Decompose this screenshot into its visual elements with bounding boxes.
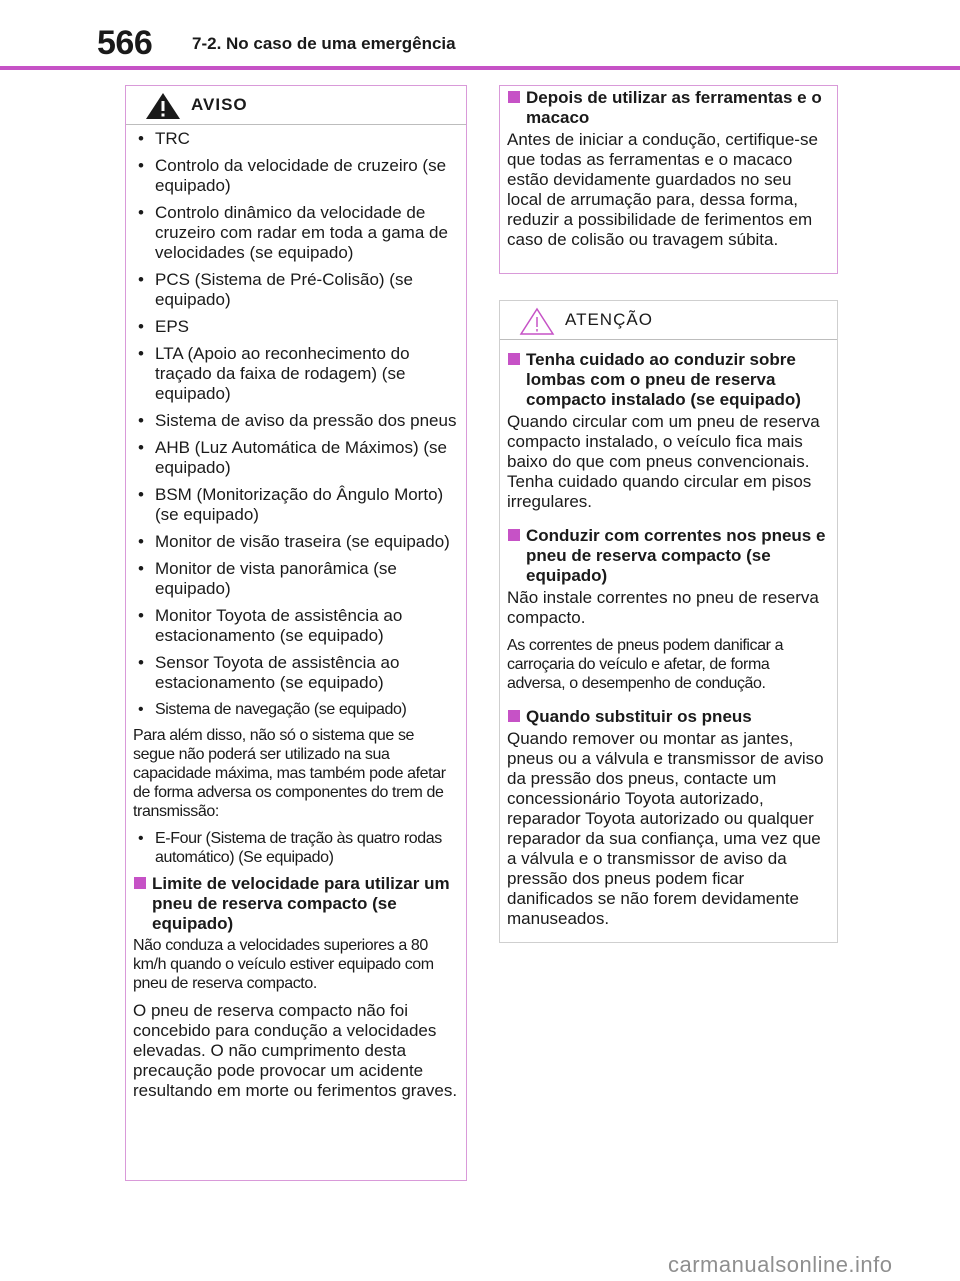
list-item: • Monitor de visão traseira (se equipado) — [133, 532, 458, 552]
subheading — [507, 526, 829, 586]
depois-box — [499, 85, 838, 274]
subheading — [133, 874, 458, 934]
list-item: • TRC — [133, 129, 458, 149]
atencao-label: ATENÇÃO — [565, 310, 653, 329]
list-item: • BSM (Monitorização do Ângulo Morto) (se equipado) — [133, 485, 458, 525]
aviso-paragraph: Para além disso, não só o sistema que se segue não poderá ser utilizado na sua capacidade máxima, mas também pode afetar de forma adversa os componentes do trem de transmissão: — [133, 727, 446, 820]
atencao-paragraph: Quando remover ou montar as jantes, pneus ou a válvula e transmissor de aviso da pressão dos pneus, contacte um concessionário Toyota autorizado, reparador Toyota autorizado ou qualquer reparador da sua confiança, uma vez que a válvula e o transmissor de aviso da pressão dos pneus podem ficar danificados se não forem devidamente manuseados. — [507, 729, 824, 928]
list-item: • LTA (Apoio ao reconhecimento do traçado da faixa de rodagem) (se equipado) — [133, 344, 458, 404]
square-bullet-icon — [508, 710, 520, 722]
aviso-body — [126, 125, 466, 1101]
atencao-header — [500, 301, 837, 340]
atencao-paragraph: Não instale correntes no pneu de reserva compacto. — [507, 588, 819, 627]
list-item: • Controlo da velocidade de cruzeiro (se equipado) — [133, 156, 458, 196]
depois-paragraph: Antes de iniciar a condução, certifique-se que todas as ferramentas e o macaco estão devidamente guardados no seu local de arrumação para, dessa forma, reduzir a possibilidade de ferimentos em caso de colisão ou travagem súbita. — [507, 130, 818, 249]
depois-body — [500, 88, 837, 250]
list-item: • Controlo dinâmico da velocidade de cruzeiro com radar em toda a gama de velocidades (se equipado) — [133, 203, 458, 263]
subheading — [507, 88, 829, 128]
list-item: • AHB (Luz Automática de Máximos) (se equipado) — [133, 438, 458, 478]
warning-outline-icon — [517, 306, 557, 336]
aviso-paragraph: O pneu de reserva compacto não foi concebido para condução a velocidades elevadas. O não cumprimento desta precaução pode provocar um acidente resultando em morte ou ferimentos graves. — [133, 1001, 458, 1100]
aviso-box — [125, 85, 467, 1181]
atencao-paragraph: Quando circular com um pneu de reserva compacto instalado, o veículo fica mais baixo do que com pneus convencionais. Tenha cuidado quando circular em pisos irregulares. — [507, 412, 820, 511]
aviso-header — [126, 86, 466, 125]
page-number: 566 — [97, 24, 153, 62]
header-divider — [0, 66, 960, 70]
section-title: 7-2. No caso de uma emergência — [192, 34, 456, 53]
list-item: • Sensor Toyota de assistência ao estacionamento (se equipado) — [133, 653, 458, 693]
square-bullet-icon — [508, 91, 520, 103]
list-item: • PCS (Sistema de Pré-Colisão) (se equipado) — [133, 270, 458, 310]
subheading — [507, 350, 829, 410]
watermark: carmanualsonline.info — [668, 1252, 893, 1277]
subheading-text: Depois de utilizar as ferramentas e o macaco — [526, 88, 822, 127]
page-header — [0, 0, 960, 70]
aviso-label: AVISO — [191, 95, 248, 114]
subheading-text: Conduzir com correntes nos pneus e pneu de reserva compacto (se equipado) — [526, 526, 826, 585]
subheading-text: Limite de velocidade para utilizar um pneu de reserva compacto (se equipado) — [152, 874, 450, 933]
aviso-bullet-list-2 — [133, 829, 458, 867]
aviso-paragraph: Não conduza a velocidades superiores a 80 km/h quando o veículo estiver equipado com pneu de reserva compacto. — [133, 937, 434, 992]
subheading — [507, 707, 829, 727]
atencao-box — [499, 300, 838, 943]
square-bullet-icon — [508, 353, 520, 365]
subheading-text: Tenha cuidado ao conduzir sobre lombas com o pneu de reserva compacto instalado (se equipado) — [526, 350, 801, 409]
list-item: • EPS — [133, 317, 458, 337]
warning-filled-icon — [143, 91, 183, 121]
square-bullet-icon — [134, 877, 146, 889]
square-bullet-icon — [508, 529, 520, 541]
aviso-bullet-list — [133, 129, 458, 719]
list-item: • Sistema de navegação (se equipado) — [133, 700, 458, 719]
subheading-text: Quando substituir os pneus — [526, 707, 752, 726]
list-item: • Monitor Toyota de assistência ao estacionamento (se equipado) — [133, 606, 458, 646]
atencao-body — [500, 340, 837, 929]
list-item: • E-Four (Sistema de tração às quatro rodas automático) (Se equipado) — [133, 829, 458, 867]
atencao-paragraph: As correntes de pneus podem danificar a carroçaria do veículo e afetar, de forma adversa, o desempenho de condução. — [507, 637, 784, 692]
list-item: • Sistema de aviso da pressão dos pneus — [133, 411, 458, 431]
list-item: • Monitor de vista panorâmica (se equipado) — [133, 559, 458, 599]
